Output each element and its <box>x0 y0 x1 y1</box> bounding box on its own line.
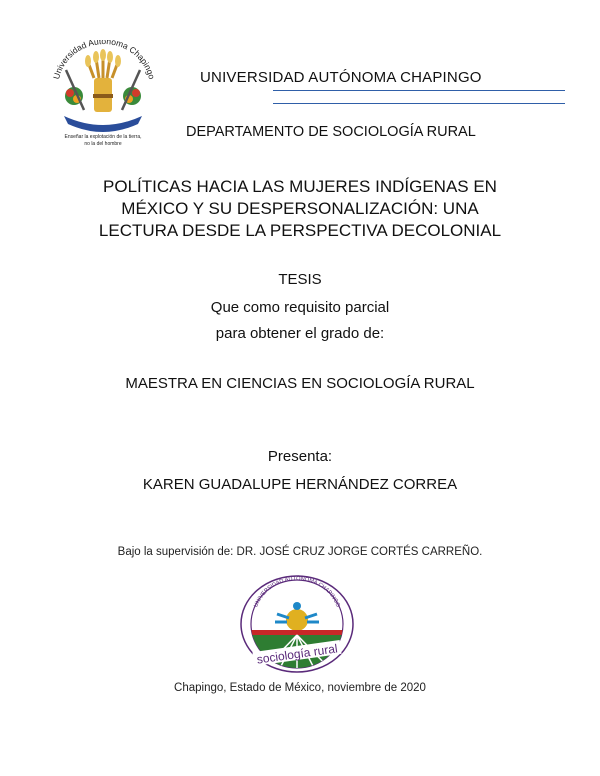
header-rule-bottom <box>273 103 565 104</box>
university-seal-icon <box>44 40 162 148</box>
department-logo-wordmark: sociología rural <box>255 641 339 667</box>
university-motto-line2: no la del hombre <box>84 141 122 147</box>
sun-icon <box>286 609 308 631</box>
university-arc-text: Universidad Autónoma Chapingo <box>50 40 157 81</box>
wheat-sheaf-icon <box>85 49 121 112</box>
sociologia-rural-seal-icon <box>239 574 355 674</box>
university-motto-line1: Enseñar la explotación de la tierra, <box>64 134 142 140</box>
document-type: TESIS <box>278 271 322 288</box>
header-rule-top <box>273 90 565 91</box>
thesis-title-line: LECTURA DESDE LA PERSPECTIVA DECOLONIAL <box>98 221 502 240</box>
degree-name: MAESTRA EN CIENCIAS EN SOCIOLOGÍA RURAL <box>125 375 475 392</box>
presents-label: Presenta: <box>267 448 333 465</box>
thesis-title-line: POLÍTICAS HACIA LAS MUJERES INDÍGENAS EN <box>103 177 497 196</box>
department-name: DEPARTAMENTO DE SOCIOLOGÍA RURAL <box>186 124 476 140</box>
university-name: UNIVERSIDAD AUTÓNOMA CHAPINGO <box>200 69 482 86</box>
university-logo <box>44 40 162 148</box>
requirement-line-2: para obtener el grado de: <box>215 325 385 342</box>
department-logo <box>239 574 355 674</box>
requirement-line-1: Que como requisito parcial <box>210 299 390 316</box>
thesis-title <box>0 176 600 242</box>
thesis-title-line: MÉXICO Y SU DESPERSONALIZACIÓN: UNA <box>121 199 479 218</box>
department-logo-arc-text: UNIVERSIDAD AUTÓNOMA CHAPINGO <box>253 575 341 609</box>
supervisor-line: Bajo la supervisión de: DR. JOSÉ CRUZ JORGE CORTÉS CARREÑO. <box>117 546 483 558</box>
place-date: Chapingo, Estado de México, noviembre de 2020 <box>174 682 426 694</box>
author-name: KAREN GUADALUPE HERNÁNDEZ CORREA <box>142 476 458 493</box>
